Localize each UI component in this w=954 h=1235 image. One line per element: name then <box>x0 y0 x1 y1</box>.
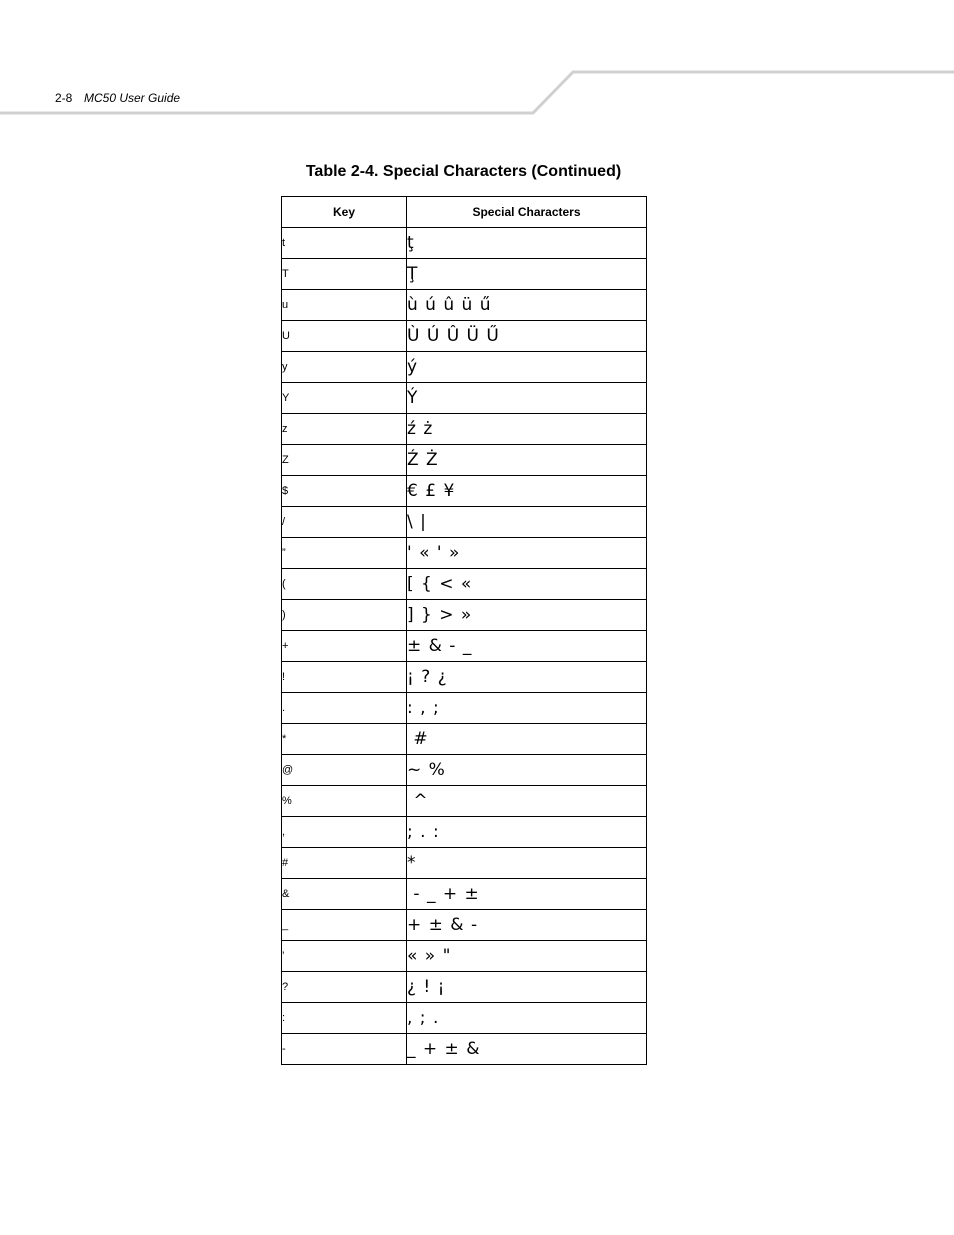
special-characters-cell: [ { < « <box>407 569 647 600</box>
table-row <box>282 259 647 290</box>
special-characters-cell: ¡ ? ¿ <box>407 662 647 693</box>
column-header-key: Key <box>282 197 407 228</box>
special-characters-cell: * <box>407 848 647 879</box>
key-cell: ? <box>282 972 407 1003</box>
key-cell: $ <box>282 476 407 507</box>
special-characters-cell: ź ż <box>407 414 647 445</box>
special-characters-cell: « » " <box>407 941 647 972</box>
page-number: 2-8 <box>55 91 73 105</box>
table-row <box>282 972 647 1003</box>
special-characters-cell: ^ <box>407 786 647 817</box>
key-cell: @ <box>282 755 407 786</box>
special-characters-cell: \ | <box>407 507 647 538</box>
table-row <box>282 290 647 321</box>
table-row <box>282 1003 647 1034</box>
special-characters-cell: ; . : <box>407 817 647 848</box>
special-characters-cell: ¿ ! ¡ <box>407 972 647 1003</box>
special-characters-cell: ý <box>407 352 647 383</box>
special-characters-cell: Ý <box>407 383 647 414</box>
key-cell: : <box>282 1003 407 1034</box>
key-cell: % <box>282 786 407 817</box>
key-cell: u <box>282 290 407 321</box>
special-characters-cell: Ţ <box>407 259 647 290</box>
table-row <box>282 507 647 538</box>
key-cell: + <box>282 631 407 662</box>
key-cell: y <box>282 352 407 383</box>
header-rule <box>0 0 954 130</box>
table-row <box>282 321 647 352</box>
special-characters-cell: , ; . <box>407 1003 647 1034</box>
key-cell: # <box>282 848 407 879</box>
special-characters-cell: : , ; <box>407 693 647 724</box>
table-row <box>282 879 647 910</box>
table-row <box>282 383 647 414</box>
column-header-special-characters: Special Characters <box>407 197 647 228</box>
key-cell: ) <box>282 600 407 631</box>
special-characters-cell: ± & - _ <box>407 631 647 662</box>
key-cell: T <box>282 259 407 290</box>
special-characters-cell: ù ú û ü ű <box>407 290 647 321</box>
key-cell: ’ <box>282 941 407 972</box>
special-characters-cell: ţ <box>407 228 647 259</box>
table-row <box>282 600 647 631</box>
key-cell: - <box>282 1034 407 1065</box>
key-cell: ! <box>282 662 407 693</box>
table-row <box>282 693 647 724</box>
special-characters-cell: ] } > » <box>407 600 647 631</box>
key-cell: t <box>282 228 407 259</box>
key-cell: . <box>282 693 407 724</box>
special-characters-cell: _ + ± & <box>407 1034 647 1065</box>
key-cell: ( <box>282 569 407 600</box>
table-row <box>282 631 647 662</box>
key-cell: z <box>282 414 407 445</box>
table-row <box>282 910 647 941</box>
table-row <box>282 786 647 817</box>
table-title: Table 2-4. Special Characters (Continued) <box>305 163 622 180</box>
table-row <box>282 1034 647 1065</box>
table-row <box>282 445 647 476</box>
table-row <box>282 941 647 972</box>
table-row <box>282 569 647 600</box>
special-characters-cell: ' « ' » <box>407 538 647 569</box>
key-cell: , <box>282 817 407 848</box>
table-row <box>282 662 647 693</box>
table-row <box>282 724 647 755</box>
special-characters-cell: # <box>407 724 647 755</box>
special-characters-cell: € £ ¥ <box>407 476 647 507</box>
key-cell: U <box>282 321 407 352</box>
key-cell: _ <box>282 910 407 941</box>
table-row <box>282 228 647 259</box>
special-characters-cell: - _ + ± <box>407 879 647 910</box>
key-cell: & <box>282 879 407 910</box>
key-cell: Z <box>282 445 407 476</box>
table-row <box>282 352 647 383</box>
table-row <box>282 476 647 507</box>
special-characters-table <box>281 196 647 1065</box>
special-characters-cell: Ź Ż <box>407 445 647 476</box>
table-row <box>282 755 647 786</box>
guide-title: MC50 User Guide <box>84 91 181 105</box>
table-row <box>282 414 647 445</box>
special-characters-cell: + ± & - <box>407 910 647 941</box>
table-row <box>282 817 647 848</box>
key-cell: Y <box>282 383 407 414</box>
table-row <box>282 538 647 569</box>
key-cell: ” <box>282 538 407 569</box>
special-characters-cell: ~ % <box>407 755 647 786</box>
key-cell: * <box>282 724 407 755</box>
table-header-row <box>282 197 647 228</box>
special-characters-cell: Ù Ú Û Ü Ű <box>407 321 647 352</box>
table-row <box>282 848 647 879</box>
key-cell: / <box>282 507 407 538</box>
table-body <box>282 228 647 1065</box>
